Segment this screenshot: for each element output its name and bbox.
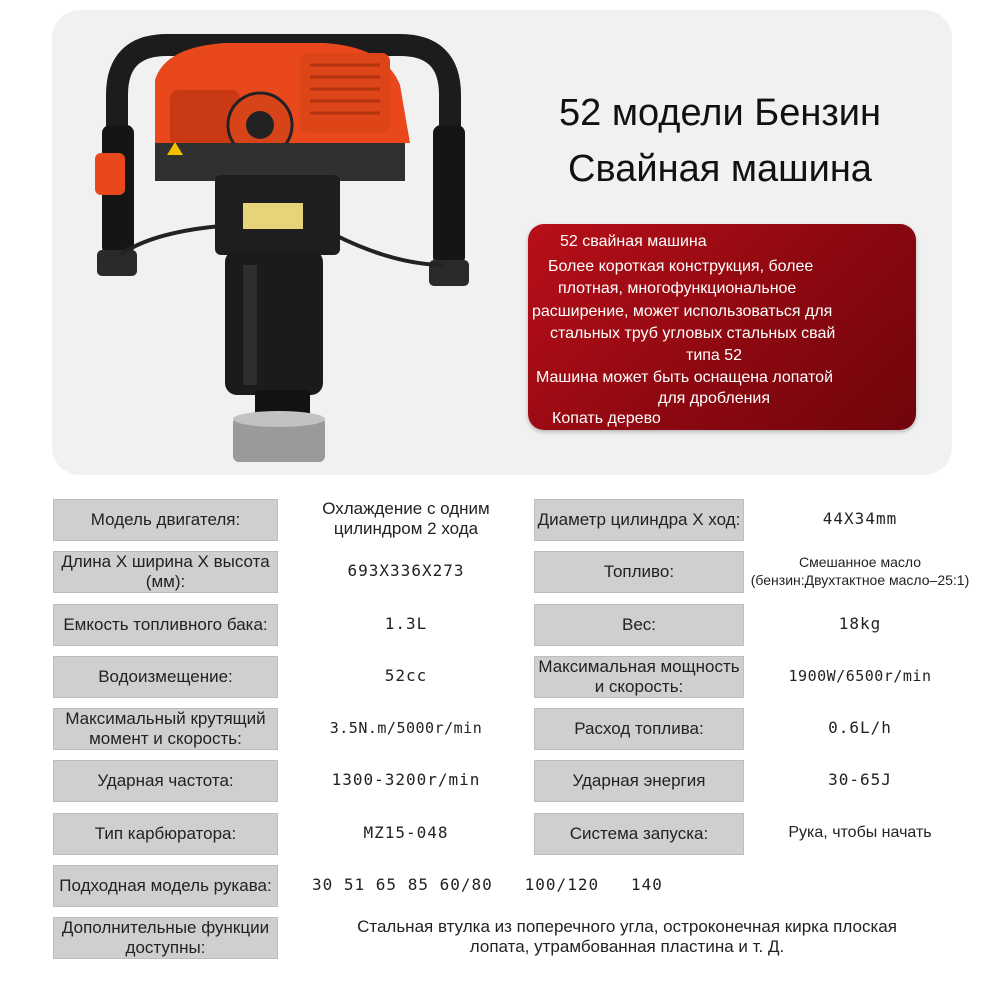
spec-label: Тип карбюратора: bbox=[53, 813, 278, 855]
spec-row bbox=[50, 545, 972, 597]
spec-label: Длина X ширина X высота (мм): bbox=[53, 551, 278, 593]
spec-label: Система запуска: bbox=[534, 813, 744, 855]
description-box bbox=[528, 224, 916, 430]
spec-value: Стальная втулка из поперечного угла, остроконечная кирка плоская лопата, утрамбованная пластина и т. Д. bbox=[357, 917, 897, 957]
spec-value: 18kg bbox=[838, 613, 882, 633]
spec-label: Водоизмещение: bbox=[53, 656, 278, 698]
description-line: Копать дерево bbox=[552, 410, 661, 427]
spec-row bbox=[50, 702, 972, 754]
spec-row bbox=[50, 911, 972, 963]
spec-label: Модель двигателя: bbox=[53, 499, 278, 541]
spec-value: 52cc bbox=[384, 665, 428, 685]
spec-label: Ударная энергия bbox=[534, 760, 744, 802]
spec-value: Рука, чтобы начать bbox=[788, 823, 932, 841]
spec-label: Емкость топливного бака: bbox=[53, 604, 278, 646]
spec-row bbox=[50, 598, 972, 650]
spec-row bbox=[50, 650, 972, 702]
description-line: плотная, многофункциональное bbox=[558, 280, 797, 297]
pile-driver-machine-image bbox=[95, 25, 475, 465]
description-line: 52 свайная машина bbox=[560, 233, 707, 250]
description-line: для дробления bbox=[658, 390, 771, 407]
description-line: стальных труб угловых стальных свай bbox=[550, 325, 836, 342]
spec-label: Подходная модель рукава: bbox=[53, 865, 278, 907]
spec-value: Смешанное масло (бензин:Двухтактное масло–25:1) bbox=[750, 554, 970, 589]
title-line-1: 52 модели Бензин bbox=[559, 92, 881, 134]
description-line: Более короткая конструкция, более bbox=[548, 258, 814, 275]
spec-value: 3.5N.m/5000r/min bbox=[329, 719, 483, 738]
specs-table bbox=[50, 493, 972, 964]
spec-value: 30-65J bbox=[828, 770, 892, 790]
spec-label: Дополнительные функции доступны: bbox=[53, 917, 278, 959]
title-line-2: Свайная машина bbox=[568, 148, 872, 190]
spec-label: Максимальный крутящий момент и скорость: bbox=[53, 708, 278, 750]
spec-row bbox=[50, 859, 972, 911]
spec-label: Вес: bbox=[534, 604, 744, 646]
spec-value: 44X34mm bbox=[822, 509, 898, 528]
spec-label: Расход топлива: bbox=[534, 708, 744, 750]
spec-value: 1300-3200r/min bbox=[331, 770, 481, 790]
spec-label: Ударная частота: bbox=[53, 760, 278, 802]
spec-row bbox=[50, 754, 972, 806]
spec-value: 0.6L/h bbox=[828, 718, 892, 738]
description-line: типа 52 bbox=[686, 347, 743, 364]
spec-label: Топливо: bbox=[534, 551, 744, 593]
spec-value: 693X336X273 bbox=[347, 561, 465, 581]
spec-label: Максимальная мощность и скорость: bbox=[534, 656, 744, 698]
spec-value: 1.3L bbox=[384, 613, 428, 633]
spec-row bbox=[50, 807, 972, 859]
description-line: Машина может быть оснащена лопатой bbox=[536, 369, 833, 386]
description-line: расширение, может использоваться для bbox=[532, 303, 833, 320]
spec-row bbox=[50, 493, 972, 545]
spec-value: 30 51 65 85 60/80 100/120 140 bbox=[312, 875, 663, 895]
product-title bbox=[505, 85, 935, 197]
spec-value: Охлаждение с одним цилиндром 2 хода bbox=[322, 499, 490, 538]
spec-label: Диаметр цилиндра X ход: bbox=[534, 499, 744, 541]
spec-value: 1900W/6500r/min bbox=[788, 666, 932, 685]
spec-value: MZ15-048 bbox=[363, 822, 449, 842]
